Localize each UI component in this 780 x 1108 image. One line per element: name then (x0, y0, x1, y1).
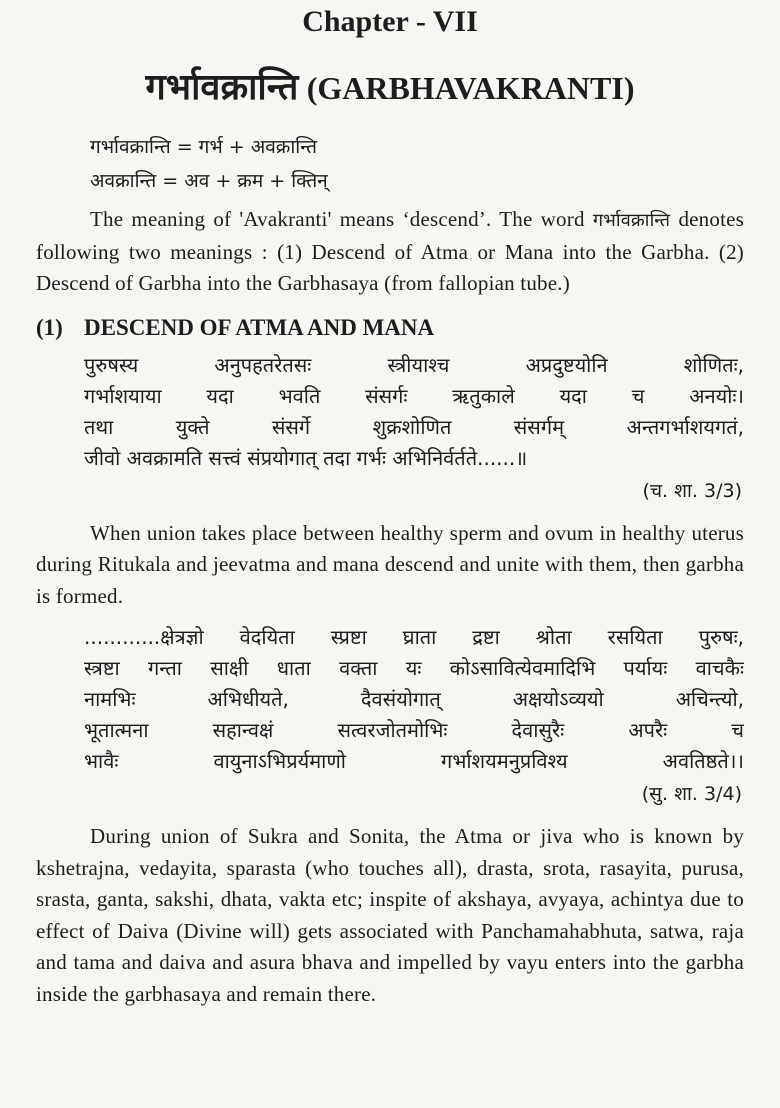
verse-line: जीवो अवक्रामति सत्त्वं संप्रयोगात् तदा गर्भः अभिनिर्वर्तते......॥ (84, 445, 528, 470)
definition-line: अवक्रान्ति = अव + क्रम + क्तिन् (90, 170, 328, 192)
intro-text-1: The meaning of 'Avakranti' means ‘descend’. The word (90, 207, 585, 231)
etymology-definitions (90, 130, 744, 198)
verse-line: तथा युक्ते संसर्गे शुक्रशोणित संसर्गम् अन्तगर्भाशयगतं, (84, 414, 744, 439)
section-heading (36, 310, 744, 346)
chapter-title (36, 64, 744, 112)
chapter-heading: Chapter - VII (302, 5, 478, 38)
verse-line: भूतात्मना सहान्वक्षं सत्वरजोतमोभिः देवासुरैः अपरैः च (84, 718, 744, 742)
verse-line: ............क्षेत्रज्ञो वेदयिता स्प्रष्टा घ्राता द्रष्टा श्रोता रसयिता पुरुषः, (84, 625, 744, 649)
verse-reference: (सु. शा. 3/4) (641, 783, 742, 805)
intro-devanagari-word: गर्भावक्रान्ति (592, 210, 671, 231)
explanation-paragraph: When union takes place between healthy sperm and ovum in healthy uterus during Ritukala and jeevatma and mana descend and unite with them, then garbha is formed. (36, 520, 744, 608)
sanskrit-verse-sushruta (84, 622, 744, 777)
verse-line: नामभिः अभिधीयते, दैवसंयोगात् अक्षयोऽव्ययो अचिन्त्यो, (84, 687, 744, 711)
title-devanagari: गर्भावक्रान्ति (145, 67, 299, 108)
verse-line: गर्भाशयाया यदा भवति संसर्गः ऋतुकाले यदा च अनयोः। (84, 383, 744, 408)
intro-paragraph (36, 204, 744, 300)
section-number: (1) (36, 314, 63, 340)
sanskrit-verse-charaka (84, 350, 744, 474)
definition-line: गर्भावक्रान्ति = गर्भ + अवक्रान्ति (90, 136, 317, 158)
verse-line: भावैः वायुनाऽभिप्रर्यमाणो गर्भाशयमनुप्रविश्य अवतिष्ठते।। (84, 749, 744, 773)
commentary-paragraph: During union of Sukra and Sonita, the Atma or jiva who is known by kshetrajna, vedayita, sparasta (who touches all), drasta, srota, rasayita, purusa, srasta, ganta, sakshi, dhata, vakta etc; inspite of akshaya, avyaya, achintya due to effect of Daiva (Divine will) gets associated with Panchamahabhuta, satwa, raja and tama and daiva and asura bhava and impelled by vayu enters into the garbha inside the garbhasaya and remain there. (36, 824, 744, 1006)
title-roman: (GARBHAVAKRANTI) (306, 70, 635, 106)
verse-reference: (च. शा. 3/3) (642, 479, 742, 502)
verse-line: स्त्रष्टा गन्ता साक्षी धाता वक्ता यः कोऽसावित्येवमादिभि पर्यायः वाचकैः (84, 656, 744, 680)
verse-line: पुरुषस्य अनुपहतरेतसः स्त्रीयाश्च अप्रदुष्टयोनि शोणितः, (84, 352, 744, 377)
section-title: DESCEND OF ATMA AND MANA (84, 314, 435, 340)
intro-text-2: denotes following two meanings : (1) Descend of Atma or Mana into the Garbha. (2) Descend of Garbha into the Garbhasaya (from fallopian tube.) (36, 207, 745, 295)
